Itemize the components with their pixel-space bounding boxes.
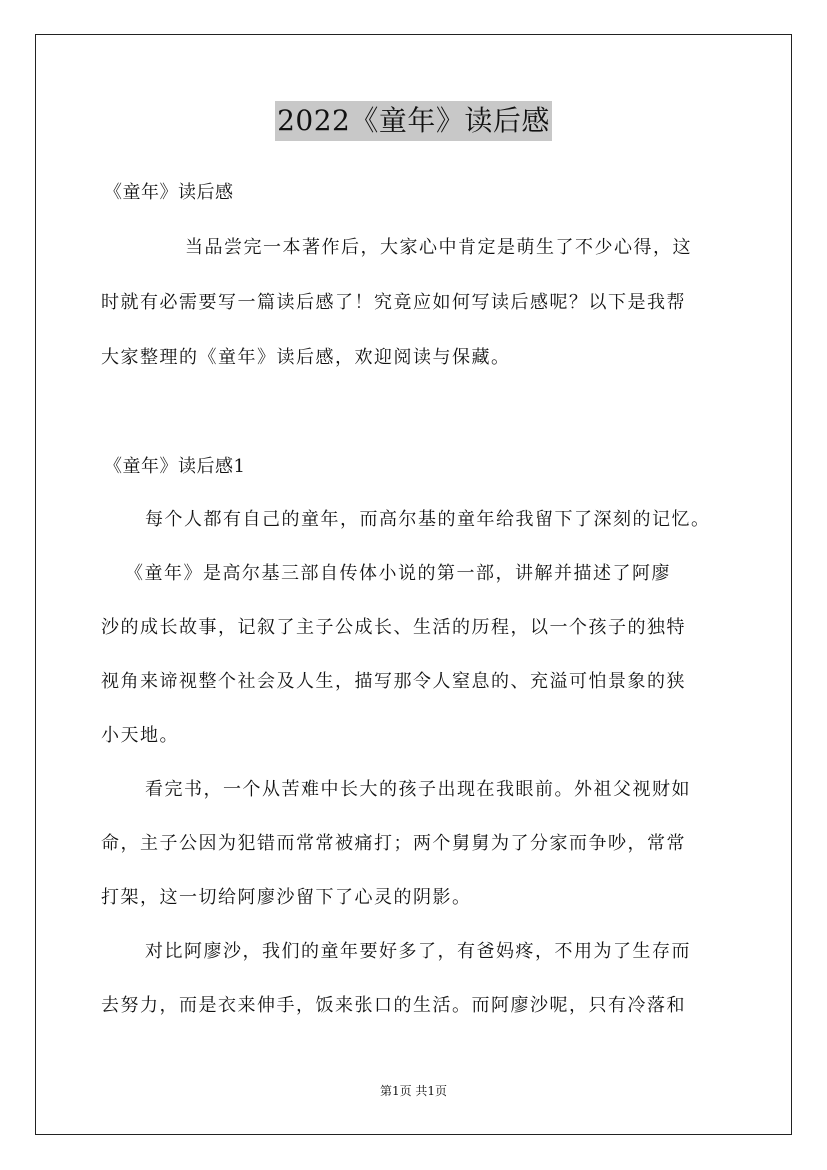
body-line-9: 对比阿廖沙，我们的童年要好多了，有爸妈疼，不用为了生存而 xyxy=(145,941,691,962)
body-line-10: 去努力，而是衣来伸手，饭来张口的生活。而阿廖沙呢，只有冷落和 xyxy=(101,995,686,1016)
body-line-2: 《童年》是高尔基三部自传体小说的第一部，讲解并描述了阿廖 xyxy=(125,563,671,584)
body-line-1: 每个人都有自己的童年，而高尔基的童年给我留下了深刻的记忆。 xyxy=(145,509,711,530)
body-line-4: 视角来谛视整个社会及人生，描写那令人窒息的、充溢可怕景象的狭 xyxy=(101,671,686,692)
body-line-5: 小天地。 xyxy=(101,725,179,746)
body-line-3: 沙的成长故事，记叙了主子公成长、生活的历程，以一个孩子的独特 xyxy=(101,617,686,638)
page-footer: 第1页 共1页 xyxy=(379,1084,448,1098)
body-line-6: 看完书，一个从苦难中长大的孩子出现在我眼前。外祖父视财如 xyxy=(145,779,691,800)
body-line-7: 命，主子公因为犯错而常常被痛打；两个舅舅为了分家而争吵，常常 xyxy=(101,833,686,854)
intro-line-3: 大家整理的《童年》读后感，欢迎阅读与保藏。 xyxy=(101,347,511,368)
body-line-8: 打架，这一切给阿廖沙留下了心灵的阴影。 xyxy=(101,887,472,908)
title-container xyxy=(0,101,827,141)
intro-line-2: 时就有必需要写一篇读后感了！究竟应如何写读后感呢？以下是我帮 xyxy=(101,292,686,313)
intro-line-1: 当品尝完一本著作后，大家心中肯定是萌生了不少心得，这 xyxy=(185,237,692,258)
section-heading: 《童年》读后感1 xyxy=(104,456,246,477)
subtitle: 《童年》读后感 xyxy=(104,182,234,203)
document-title: 2022《童年》读后感 xyxy=(275,101,552,141)
